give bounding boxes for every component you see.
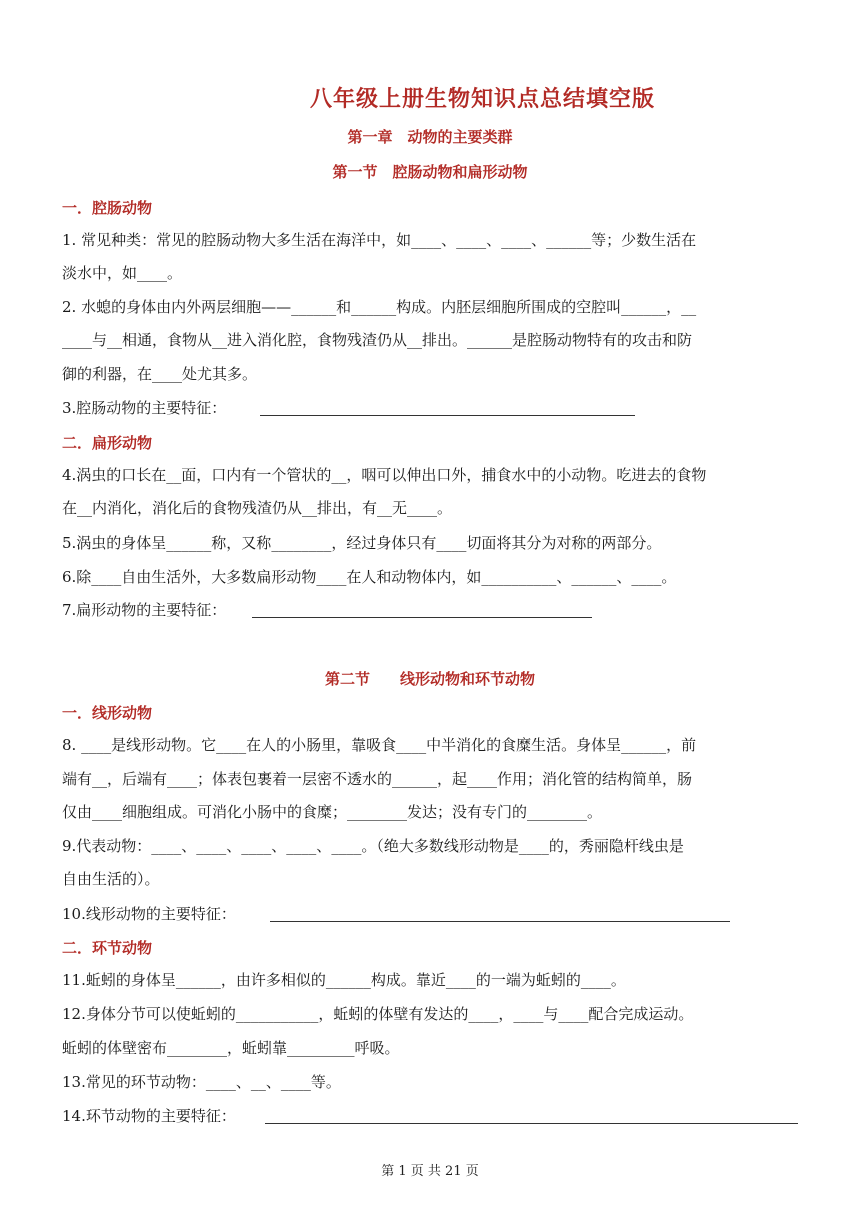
text-line: 6.除____自由生活外，大多数扁形动物____在人和动物体内，如__________、______、____。 [62, 568, 677, 586]
text-line: 14.环节动物的主要特征： [62, 1107, 236, 1125]
document-title: 八年级上册生物知识点总结填空版 [310, 86, 656, 112]
text-line: 3.腔肠动物的主要特征： [62, 399, 227, 417]
text-line: 4.涡虫的口长在__面，口内有一个管状的__，咽可以伸出口外，捕食水中的小动物。吃进去的食物 [62, 466, 707, 484]
text-line: 11.蚯蚓的身体呈______，由许多相似的______构成。靠近____的一端为蚯蚓的____。 [62, 971, 626, 989]
subsection-heading-nematodes: 一．线形动物 [62, 704, 153, 722]
answer-line [270, 921, 730, 922]
text-line: 8. ____是线形动物。它____在人的小肠里，靠吸食____中半消化的食糜生活。身体呈______，前 [62, 736, 697, 754]
section-heading-1: 第一节 腔肠动物和扁形动物 [332, 163, 528, 181]
text-line: 蚯蚓的体壁密布________，蚯蚓靠_________呼吸。 [62, 1039, 400, 1057]
text-line: 御的利器，在____处尤其多。 [62, 365, 258, 383]
chapter-heading: 第一章 动物的主要类群 [347, 128, 513, 146]
text-line: ____与__相通，食物从__进入消化腔，食物残渣仍从__排出。______是腔肠动物特有的攻击和防 [62, 331, 693, 349]
answer-line [265, 1123, 798, 1124]
section-heading-2: 第二节 线形动物和环节动物 [324, 670, 535, 688]
answer-line [260, 415, 635, 416]
answer-line [252, 617, 592, 618]
text-line: 端有__，后端有____；体表包裹着一层密不透水的______，起____作用；消化管的结构简单，肠 [62, 770, 693, 788]
text-line: 2. 水螅的身体由内外两层细胞——______和______构成。内胚层细胞所围成的空腔叫______，__ [62, 298, 697, 316]
subsection-heading-flatworms: 二．扁形动物 [62, 434, 153, 452]
text-line: 10.线形动物的主要特征： [62, 905, 236, 923]
text-line: 7.扁形动物的主要特征： [62, 601, 227, 619]
text-line: 自由生活的）。 [62, 870, 160, 888]
text-line: 在__内消化，消化后的食物残渣仍从__排出，有__无____。 [62, 499, 453, 517]
text-line: 12.身体分节可以使蚯蚓的___________，蚯蚓的体壁有发达的____，____与____配合完成运动。 [62, 1005, 694, 1023]
text-line: 13.常见的环节动物：____、__、____等。 [62, 1073, 341, 1091]
subsection-heading-coelenterates: 一．腔肠动物 [62, 199, 153, 217]
subsection-heading-annelids: 二．环节动物 [62, 939, 153, 957]
text-line: 淡水中，如____。 [62, 264, 183, 282]
text-line: 仅由____细胞组成。可消化小肠中的食糜；________发达；没有专门的________。 [62, 803, 603, 821]
text-line: 9.代表动物：____、____、____、____、____。（绝大多数线形动物是____的，秀丽隐杆线虫是 [62, 837, 684, 855]
text-line: 5.涡虫的身体呈______称，又称________，经过身体只有____切面将其分为对称的两部分。 [62, 534, 662, 552]
page-footer: 第 1 页 共 21 页 [381, 1164, 479, 1179]
text-line: 1. 常见种类：常见的腔肠动物大多生活在海洋中，如____、____、____、______等；少数生活在 [62, 231, 697, 249]
